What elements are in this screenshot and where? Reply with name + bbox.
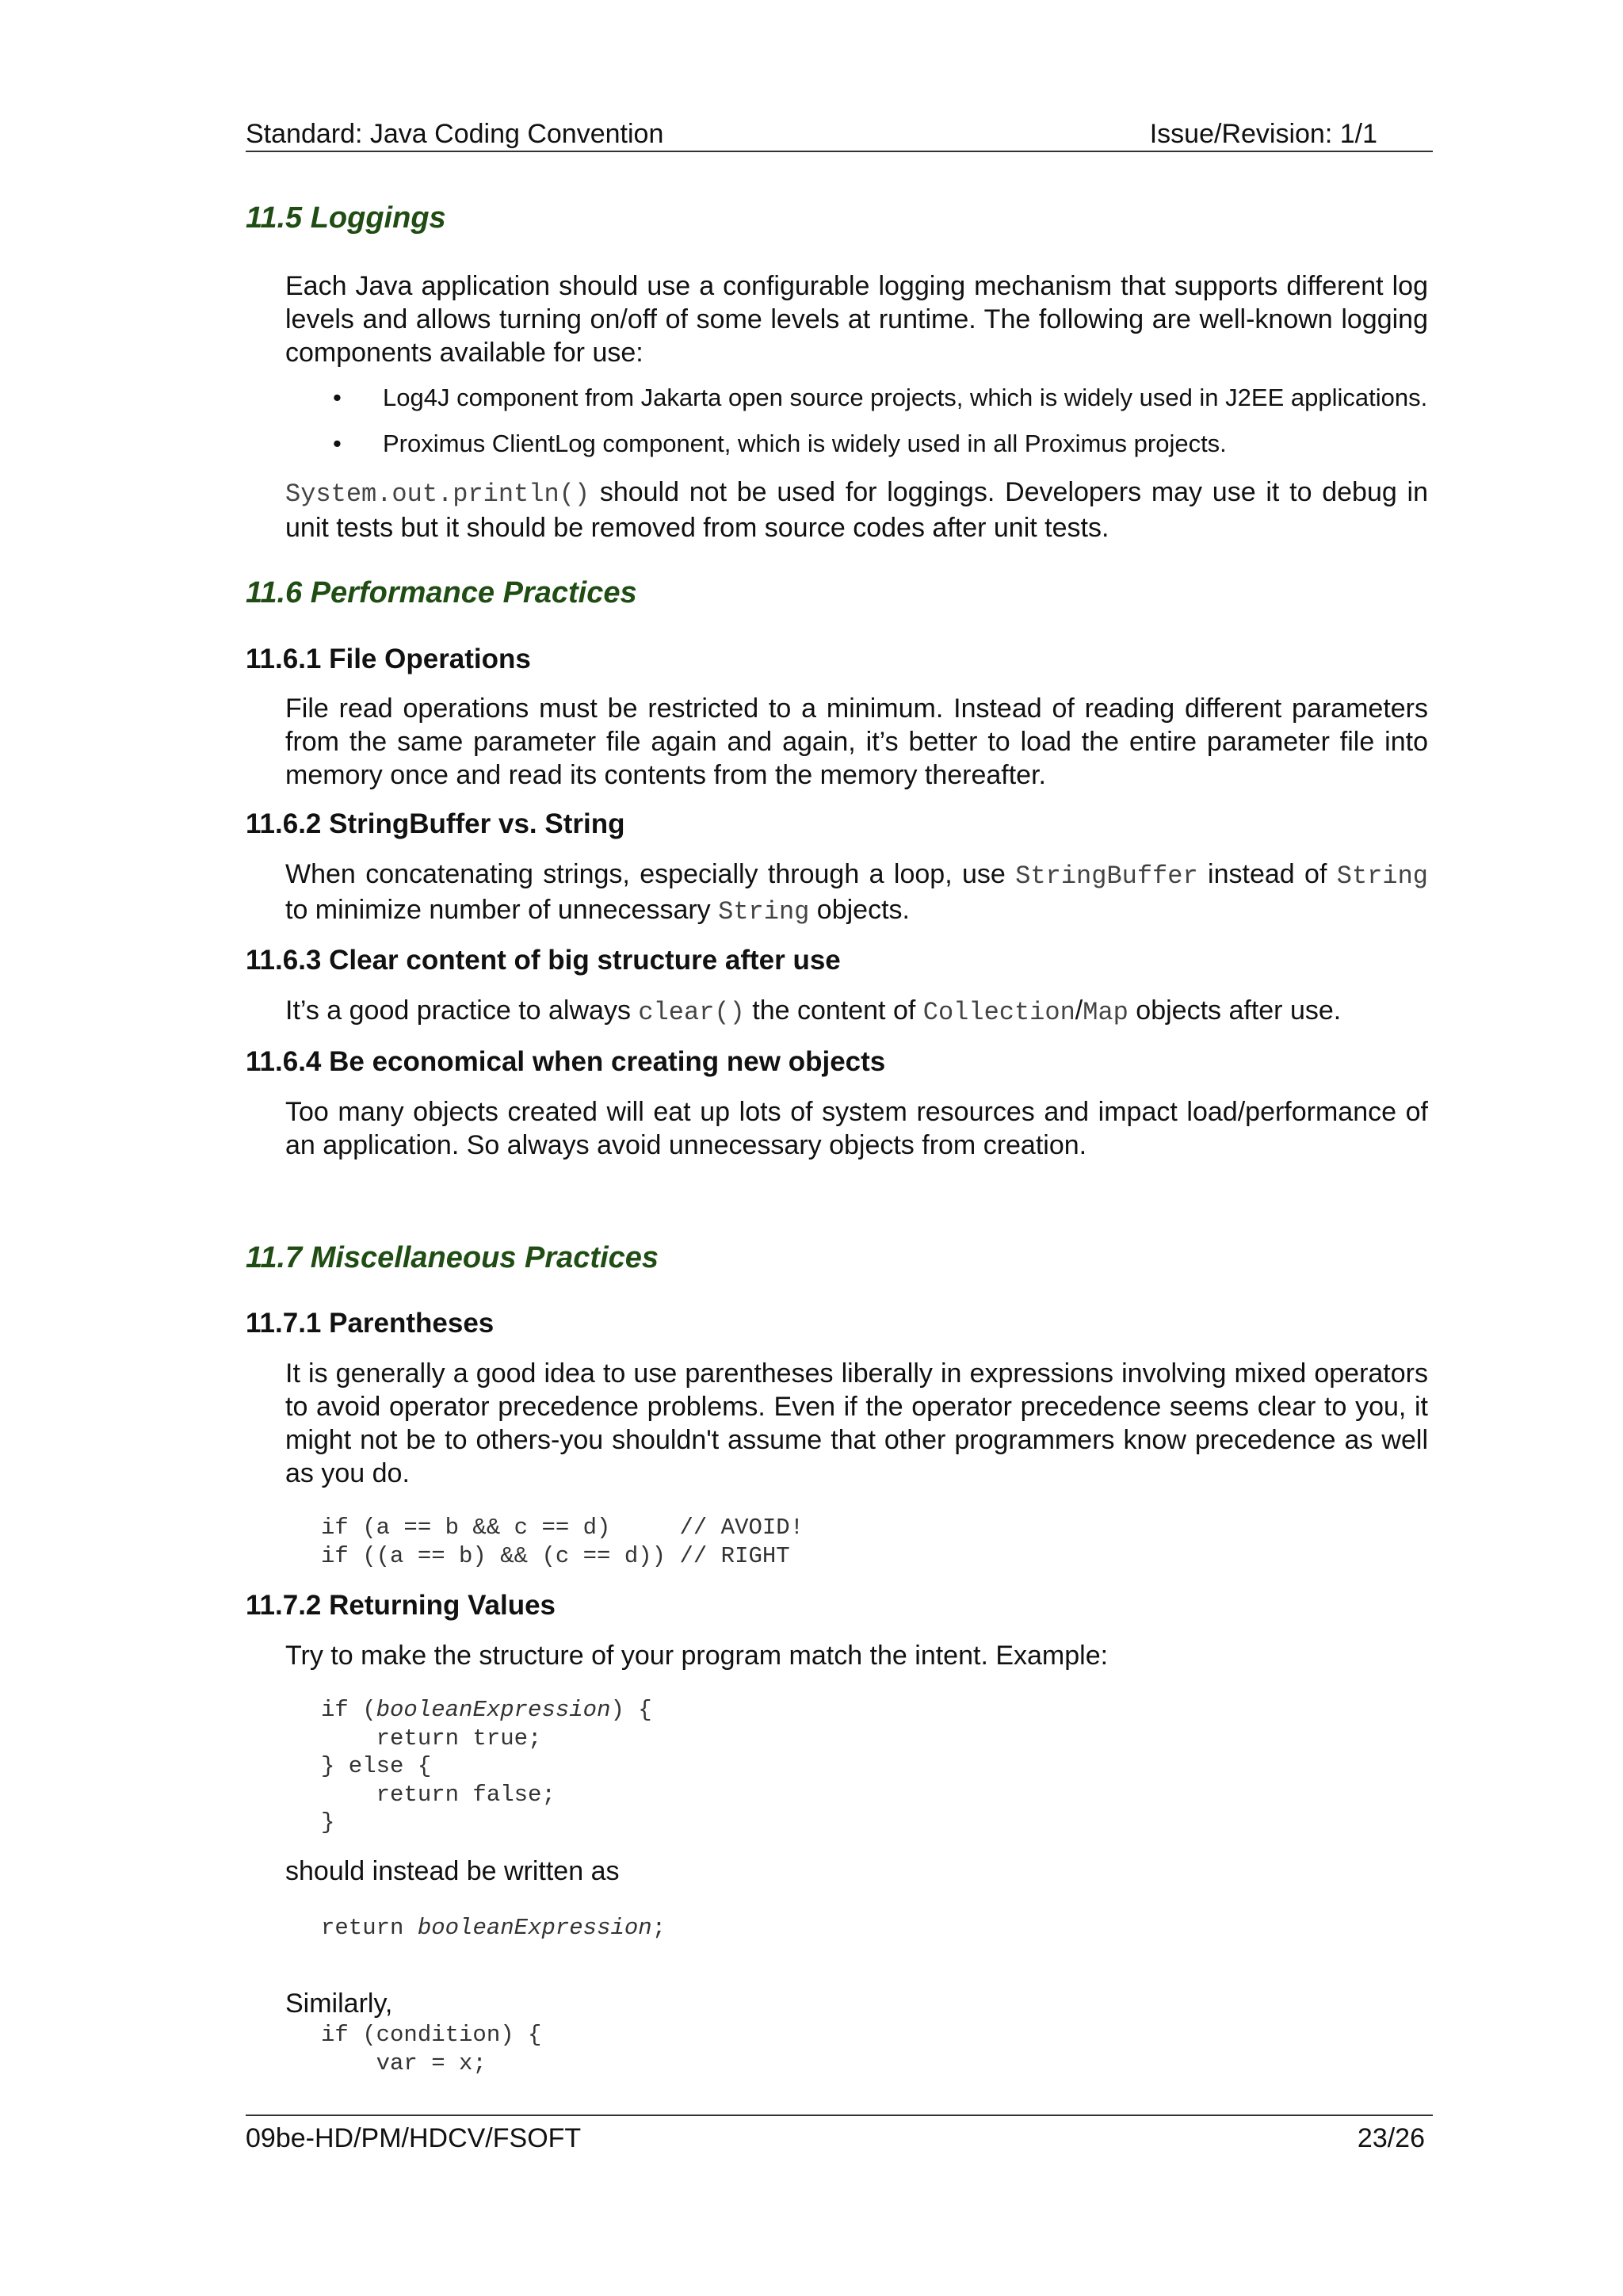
bullet-icon: •: [333, 384, 342, 411]
running-header: [246, 117, 1433, 152]
section-title-miscellaneous: 11.7 Miscellaneous Practices: [246, 1241, 659, 1274]
clear-content-text: It’s a good practice to always clear() the content of Collection/Map objects after use.: [285, 995, 1342, 1027]
section-title-performance: 11.6 Performance Practices: [246, 576, 637, 609]
subsection-title-economical: 11.6.4 Be economical when creating new objects: [246, 1046, 886, 1077]
parentheses-text: It is generally a good idea to use parentheses liberally in expressions involving mixed operators to avoid operator precedence problems. Even if the operator precedence seems clear to you, it might not be to others-you shouldn't assume that other programmers know precedence as well as you do.: [285, 1358, 1428, 1488]
header-title: Standard: Java Coding Convention: [246, 119, 664, 149]
subsection-title-returning-values: 11.7.2 Returning Values: [246, 1590, 556, 1621]
loggings-intro: Each Java application should use a configurable logging mechanism that supports different log levels and allows turning on/off of some levels at runtime. The following are well-known logging components available for use:: [285, 271, 1428, 368]
inline-code: System.out.println(): [285, 479, 590, 509]
should-instead-text: should instead be written as: [285, 1856, 620, 1886]
page-number: 23/26: [1357, 2123, 1425, 2153]
code-block-parentheses: if (a == b && c == d) // AVOID! if ((a == b) && (c == d)) // RIGHT: [321, 1515, 804, 1569]
code-block-condition: if (condition) { var = x;: [321, 2022, 542, 2076]
subsection-title-parentheses: 11.7.1 Parentheses: [246, 1308, 495, 1339]
inline-code: clear(): [638, 998, 745, 1027]
subsection-title-clear-content: 11.6.3 Clear content of big structure after use: [246, 945, 841, 976]
section-title-loggings: 11.5 Loggings: [246, 201, 446, 235]
inline-code: Collection: [922, 998, 1075, 1027]
inline-code: String: [718, 897, 810, 926]
returning-values-text: Try to make the structure of your program match the intent. Example:: [285, 1641, 1109, 1671]
list-item: • Log4J component from Jakarta open source projects, which is widely used in J2EE applications.: [333, 382, 1442, 414]
list-item: • Proximus ClientLog component, which is widely used in all Proximus projects.: [333, 428, 1442, 460]
file-operations-text: File read operations must be restricted to a minimum. Instead of reading different parameters from the same parameter file again and again, it’s better to load the entire parameter file into memory once and read its contents from the memory thereafter.: [285, 693, 1428, 790]
header-revision: Issue/Revision: 1/1: [1149, 119, 1377, 149]
subsection-title-stringbuffer: 11.6.2 StringBuffer vs. String: [246, 808, 625, 839]
code-block-if-else: if (booleanExpression) { return true; } else { return false; }: [321, 1697, 652, 1836]
similarly-text: Similarly,: [285, 1988, 393, 2019]
footer-document-code: 09be-HD/PM/HDCV/FSOFT: [246, 2123, 582, 2153]
inline-code: Map: [1083, 998, 1128, 1027]
logging-components-list: [333, 382, 1442, 460]
stringbuffer-text: When concatenating strings, especially through a loop, use StringBuffer instead of String to minimize number of unnecessary String objects.: [285, 859, 1428, 926]
subsection-title-file-operations: 11.6.1 File Operations: [246, 644, 531, 674]
inline-code: String: [1336, 861, 1428, 891]
loggings-outro: System.out.println() should not be used for loggings. Developers may use it to debug in unit tests but it should be removed from source codes after unit tests.: [285, 477, 1428, 543]
running-footer: [246, 2115, 1433, 2153]
code-block-return: return booleanExpression;: [321, 1915, 666, 1941]
bullet-icon: •: [333, 430, 342, 457]
inline-code: StringBuffer: [1015, 861, 1198, 891]
economical-text: Too many objects created will eat up lots of system resources and impact load/performance of an application. So always avoid unnecessary objects from creation.: [285, 1097, 1428, 1160]
